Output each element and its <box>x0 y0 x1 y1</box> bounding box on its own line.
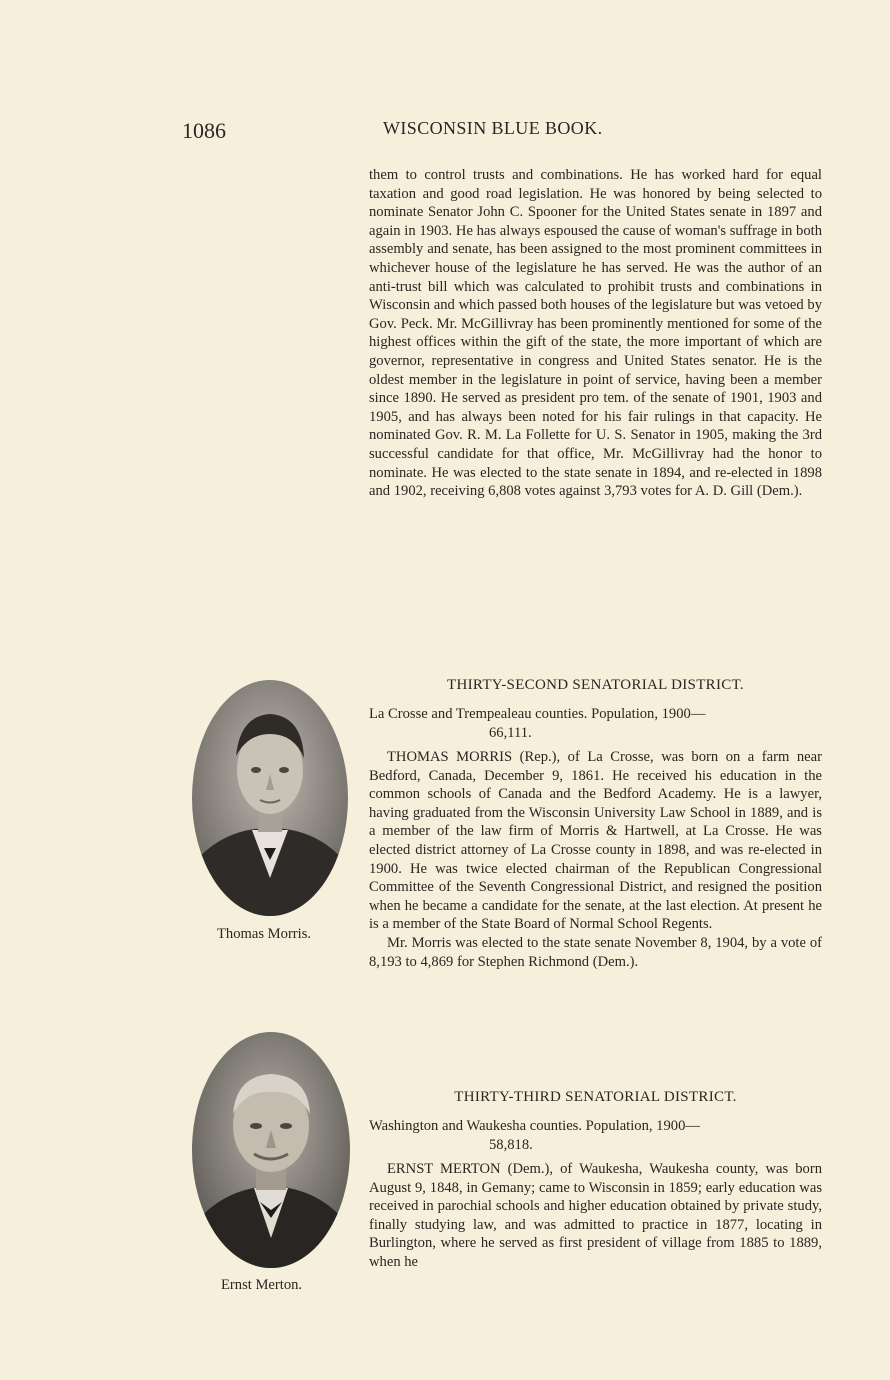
district-heading-32: THIRTY-SECOND SENATORIAL DISTRICT. <box>447 677 744 693</box>
counties-line: La Crosse and Trempealeau counties. Population, 1900— <box>369 706 706 722</box>
district-counties-33 <box>369 1117 822 1154</box>
district-body-32 <box>369 748 822 971</box>
district-heading-33: THIRTY-THIRD SENATORIAL DISTRICT. <box>454 1089 737 1105</box>
portrait-thomas-morris <box>190 678 350 918</box>
continuation-paragraph: them to control trusts and combinations. He has worked hard for equal taxation and good road legislation. He was honored by being selected to nominate Senator John C. Spooner for the United States senate in 1897 and again in 1903. He has always espoused the cause of woman's suffrage in both assembly and senate, has been assigned to the most prominent committees in whichever house of the legislature he has served. He was the author of an anti-trust bill which was calculated to prohibit trusts and combinations in Wisconsin and which passed both houses of the legislature but was vetoed by Gov. Peck. Mr. McGillivray has been prominently mentioned for some of the highest offices within the gift of the state, the more important of which are governor, representative in congress and United States senator. He is the oldest member in the legislature in point of service, having been a member since 1890. He served as president pro tem. of the senate of 1901, 1903 and 1905, and has always been noted for his fair rulings in that capacity. He nominated Gov. R. M. La Follette for U. S. Senator in 1905, making the 3rd successful candidate for that office, Mr. McGillivray had the honor to nominate. He was elected to the state senate in 1894, and re-elected in 1898 and 1902, receiving 6,808 votes against 3,793 votes for A. D. Gill (Dem.). <box>369 167 822 500</box>
biography-paragraph: THOMAS MORRIS (Rep.), of La Crosse, was born on a farm near Bedford, Canada, December 9, 1861. He received his education in the common schools of Canada and the Bedford Academy. He is a lawyer, having graduated from the Wisconsin University Law School in 1889, and is a member of the law firm of Morris & Hartwell, at La Crosse. He was elected district attorney of La Crosse county in 1898, and was re-elected in 1900. He was twice elected chairman of the Republican Congressional Committee of the Seventh Congressional District, and resigned the position when he became a candidate for the senate, at the last election. At present he is a member of the State Board of Normal School Regents. <box>369 749 822 933</box>
population-value: 58,818. <box>489 1136 533 1153</box>
continuation-text <box>369 166 822 501</box>
biography-paragraph: ERNST MERTON (Dem.), of Waukesha, Waukesha county, was born August 9, 1848, in Gemany; came to Wisconsin in 1859; early education was received in parochial schools and higher education obtained by private study, finally studying law, and was admitted to practice in 1877, locating in Burlington, where he served as first president of village from 1885 to 1889, when he <box>369 1161 822 1270</box>
election-paragraph: Mr. Morris was elected to the state senate November 8, 1904, by a vote of 8,193 to 4,869 for Stephen Richmond (Dem.). <box>369 934 822 970</box>
portrait-ernst-merton <box>190 1030 352 1270</box>
population-value: 66,111. <box>489 724 532 741</box>
portrait-caption: Thomas Morris. <box>217 926 312 942</box>
portrait-caption: Ernst Merton. <box>221 1277 303 1293</box>
district-counties-32 <box>369 705 822 742</box>
page-number: 1086 <box>182 118 226 143</box>
district-body-33 <box>369 1160 822 1272</box>
running-head: WISCONSIN BLUE BOOK. <box>383 118 603 138</box>
counties-line: Washington and Waukesha counties. Population, 1900— <box>369 1118 700 1134</box>
